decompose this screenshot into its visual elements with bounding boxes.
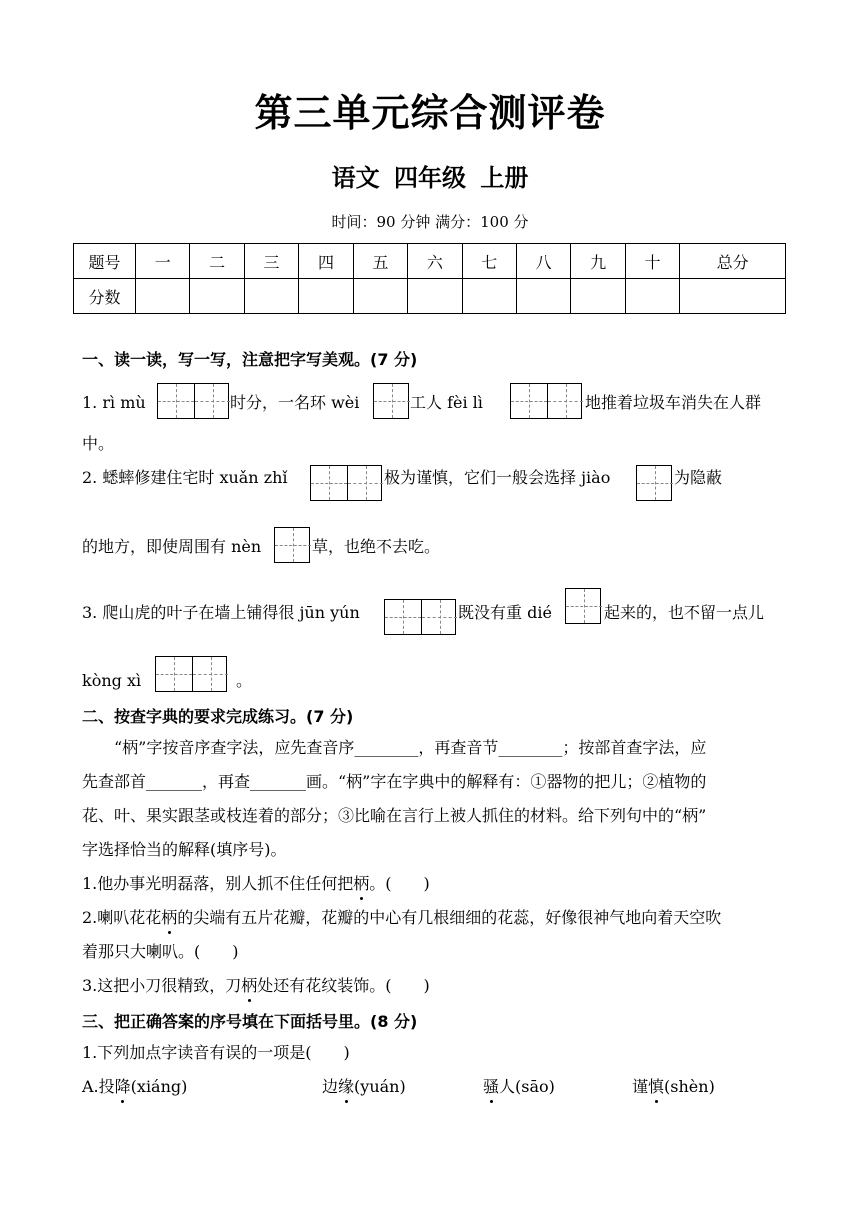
option-b: 边缘(yuán) [322, 1077, 406, 1096]
emphasis-dot-char: 骚 [483, 1077, 500, 1096]
s2-sentence-2: 2.喇叭花花柄的尖端有五片花瓣，花瓣的中心有几根细细的花蕊，好像很神气地向着天空吹 [82, 908, 722, 927]
s2-sentence-2-cont: 着那只大喇叭。( ) [82, 942, 239, 961]
score-entry-cell[interactable] [625, 279, 679, 314]
score-cell: 二 [190, 244, 244, 279]
score-label-cell: 分数 [74, 279, 136, 314]
score-cell: 三 [244, 244, 298, 279]
score-cell: 总分 [680, 244, 786, 279]
emphasis-dot-char: 降 [114, 1077, 131, 1096]
section-2-para-line: 字选择恰当的解释(填序号)。 [82, 840, 287, 859]
score-cell: 一 [136, 244, 190, 279]
writing-grid[interactable] [636, 465, 672, 501]
option-a: A.投降(xiáng) [82, 1077, 188, 1096]
writing-grid[interactable] [510, 383, 582, 419]
q2-text-e: 草，也绝不去吃。 [312, 537, 441, 556]
score-cell: 六 [408, 244, 462, 279]
section-2-para-line: “柄”字按音序查字法，应先查音序________，再查音节________；按部首查字法，应 [114, 738, 707, 757]
q3-text-a: 3. 爬山虎的叶子在墙上铺得很 jūn yún [82, 603, 360, 622]
q2-text-b: 极为谨慎，它们一般会选择 jiào [384, 468, 611, 487]
q1-text-e: 中。 [82, 434, 115, 453]
score-cell: 四 [299, 244, 353, 279]
q3-text-e: 。 [236, 671, 253, 690]
emphasis-dot-char: 柄 [161, 908, 178, 927]
option-c: 骚人(sāo) [483, 1077, 555, 1096]
q1-text-a: 1. rì mù [82, 393, 146, 412]
score-entry-cell[interactable] [408, 279, 462, 314]
score-table [73, 243, 786, 314]
page-subtitle: 语文 四年级 上册 [331, 164, 529, 192]
score-entry-cell[interactable] [244, 279, 298, 314]
time-info: 时间：90 分钟 满分：100 分 [331, 213, 529, 231]
section-2-heading: 二、按查字典的要求完成练习。(7 分) [82, 707, 354, 726]
emphasis-dot-char: 缘 [338, 1077, 355, 1096]
writing-grid[interactable] [373, 383, 409, 419]
score-cell: 十 [625, 244, 679, 279]
q1-text-d: 地推着垃圾车消失在人群 [585, 393, 762, 412]
emphasis-dot-char: 慎 [648, 1077, 665, 1096]
option-d: 谨慎(shèn) [632, 1077, 715, 1096]
q3-text-d: kòng xì [82, 671, 142, 690]
s3-question-1: 1.下列加点字读音有误的一项是( ) [82, 1043, 350, 1062]
writing-grid[interactable] [384, 599, 456, 635]
q1-text-c: 工人 fèi lì [410, 393, 483, 412]
score-entry-cell[interactable] [516, 279, 570, 314]
score-entry-cell[interactable] [136, 279, 190, 314]
page-title: 第三单元综合测评卷 [254, 91, 606, 135]
score-cell: 五 [353, 244, 407, 279]
score-table-header-row [74, 244, 786, 279]
s2-sentence-3: 3.这把小刀很精致，刀柄处还有花纹装饰。( ) [82, 976, 430, 995]
q3-text-b: 既没有重 dié [458, 603, 552, 622]
writing-grid[interactable] [155, 656, 227, 692]
q3-text-c: 起来的，也不留一点儿 [604, 603, 765, 622]
score-table-score-row [74, 279, 786, 314]
emphasis-dot-char: 柄 [241, 976, 258, 995]
score-entry-cell[interactable] [571, 279, 625, 314]
section-2-para-line: 先查部首_______，再查_______画。“柄”字在字典中的解释有：①器物的把儿；②植物的 [82, 772, 707, 791]
writing-grid[interactable] [274, 527, 310, 563]
score-entry-cell[interactable] [299, 279, 353, 314]
s2-sentence-1: 1.他办事光明磊落，别人抓不住任何把柄。( ) [82, 874, 430, 893]
emphasis-dot-char: 柄 [353, 874, 370, 893]
score-cell: 题号 [74, 244, 136, 279]
score-cell: 九 [571, 244, 625, 279]
score-entry-cell[interactable] [190, 279, 244, 314]
q2-text-c: 为隐蔽 [674, 468, 723, 487]
section-3-heading: 三、把正确答案的序号填在下面括号里。(8 分) [82, 1012, 418, 1031]
q1-text-b: 时分，一名环 wèi [230, 393, 360, 412]
score-cell: 八 [516, 244, 570, 279]
q2-text-d: 的地方，即使周围有 nèn [82, 537, 262, 556]
score-entry-cell[interactable] [353, 279, 407, 314]
score-cell: 七 [462, 244, 516, 279]
writing-grid[interactable] [310, 465, 382, 501]
score-entry-cell[interactable] [680, 279, 786, 314]
writing-grid[interactable] [565, 588, 601, 624]
section-1-heading: 一、读一读，写一写，注意把字写美观。(7 分) [82, 350, 418, 369]
writing-grid[interactable] [157, 383, 229, 419]
score-entry-cell[interactable] [462, 279, 516, 314]
section-2-para-line: 花、叶、果实跟茎或枝连着的部分；③比喻在言行上被人抓住的材料。给下列句中的“柄” [82, 806, 707, 825]
q2-text-a: 2. 蟋蟀修建住宅时 xuǎn zhǐ [82, 468, 288, 487]
